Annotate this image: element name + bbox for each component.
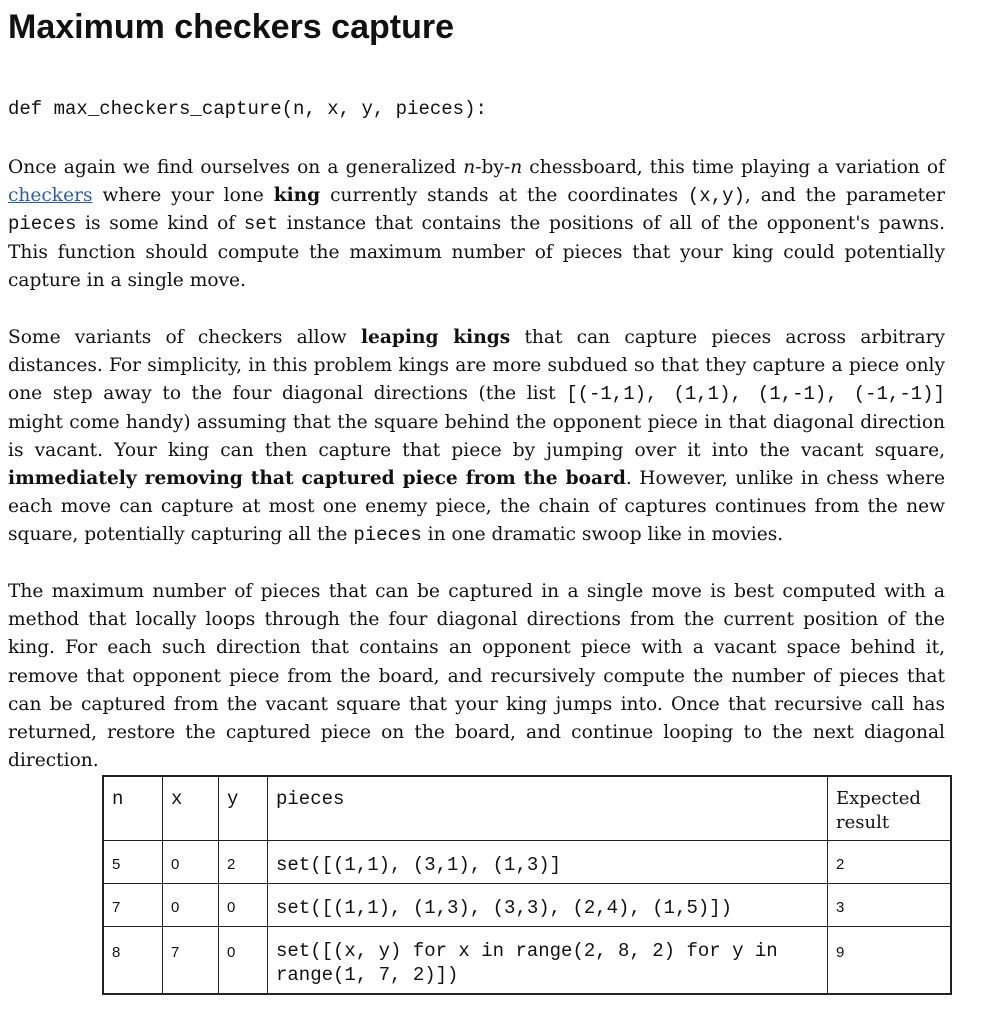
examples-table xyxy=(102,775,952,995)
inline-code: [(-1,1), (1,1), (1,-1), (-1,-1)] xyxy=(566,383,945,406)
cell-y: 2 xyxy=(219,841,268,884)
cell-y: 0 xyxy=(219,884,268,927)
header-n: n xyxy=(103,776,163,841)
cell-pieces: set([(x, y) for x in range(2, 8, 2) for y in range(1, 7, 2)]) xyxy=(268,927,828,995)
paragraph-method xyxy=(8,578,945,775)
cell-n: 5 xyxy=(103,841,163,884)
cell-n: 7 xyxy=(103,884,163,927)
header-expected-result: Expected result xyxy=(828,776,952,841)
cell-pieces: set([(1,1), (3,1), (1,3)] xyxy=(268,841,828,884)
cell-pieces: set([(1,1), (1,3), (3,3), (2,4), (1,5)]) xyxy=(268,884,828,927)
header-pieces: pieces xyxy=(268,776,828,841)
text-run: that can capture pieces across arbitrary distances. For simplicity, in this problem kings are more subdued so that they capture a piece only one step away to the four diagonal directions (the list xyxy=(8,327,945,405)
text-run: Some variants of checkers allow xyxy=(8,327,361,348)
header-y: y xyxy=(219,776,268,841)
inline-code: pieces xyxy=(8,213,77,236)
cell-y: 0 xyxy=(219,927,268,995)
inline-code: pieces xyxy=(353,524,422,547)
emphasis-text: n xyxy=(463,157,476,178)
header-x: x xyxy=(163,776,219,841)
cell-expected: 3 xyxy=(828,884,952,927)
text-run: Once again we find ourselves on a generalized xyxy=(8,157,464,178)
page-title: Maximum checkers capture xyxy=(8,8,454,46)
checkers-link[interactable]: checkers xyxy=(8,185,93,207)
table-header-row xyxy=(103,776,951,841)
cell-expected: 9 xyxy=(828,927,952,995)
text-run: , and the parameter xyxy=(744,185,945,207)
text-run: instance that contains the positions of all of the opponent's pawns. This function should compute the maximum number of pieces that your king could potentially capture in a single move. xyxy=(8,213,945,291)
text-run: The maximum number of pieces that can be captured in a single move is best computed with a method that locally loops through the four diagonal directions from the current position of the king. For each such direction that contains an opponent piece with a vacant space behind it, remove that opponent piece from the board, and recursively compute the number of pieces that can be captured from the vacant square that your king jumps into. Once that recursive call has returned, restore the captured piece on the board, and continue looping to the next diagonal direction. xyxy=(8,581,945,772)
emphasis-text: leaping kings xyxy=(360,327,511,348)
cell-n: 8 xyxy=(103,927,163,995)
cell-x: 7 xyxy=(163,927,219,995)
inline-code: set xyxy=(243,213,279,236)
text-run: in one dramatic swoop like in movies. xyxy=(421,524,784,546)
cell-expected: 2 xyxy=(828,841,952,884)
text-run: -by- xyxy=(475,157,511,178)
inline-code: (x,y) xyxy=(687,185,745,208)
function-signature: def max_checkers_capture(n, x, y, pieces): xyxy=(8,98,487,120)
text-run: is some kind of xyxy=(76,213,244,235)
emphasis-text: immediately removing that captured piece from the board xyxy=(8,468,626,490)
paragraph-intro xyxy=(8,154,945,295)
table-row xyxy=(103,884,951,927)
text-run: currently stands at the coordinates xyxy=(320,185,688,207)
text-run: where your lone xyxy=(92,185,274,207)
emphasis-text: n xyxy=(510,157,523,178)
cell-x: 0 xyxy=(163,841,219,884)
table-row xyxy=(103,927,951,995)
text-run: . However, unlike in chess where each move can capture at most one enemy piece, the chain of captures continues from the new square, potentially capturing all the xyxy=(8,468,945,546)
text-run: chessboard, this time playing a variation of xyxy=(522,157,945,178)
table-row xyxy=(103,841,951,884)
paragraph-rules xyxy=(8,324,945,550)
emphasis-text: king xyxy=(273,185,321,207)
cell-x: 0 xyxy=(163,884,219,927)
text-run: might come handy) assuming that the square behind the opponent piece in that diagonal direction is vacant. Your king can then capture that piece by jumping over it into the vacant square, xyxy=(8,411,945,461)
